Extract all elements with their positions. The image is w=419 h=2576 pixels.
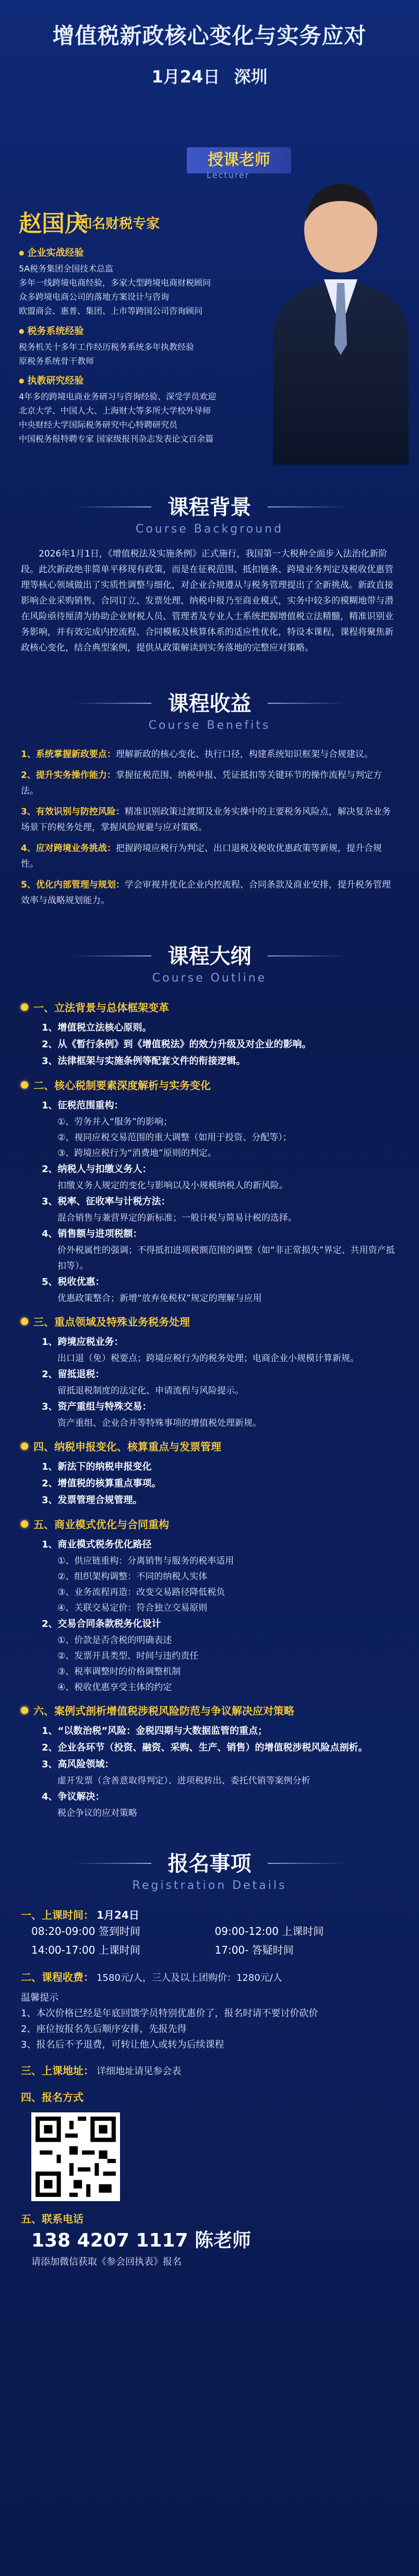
outline-sub-item: ③、税率调整时的价格调整机制 xyxy=(57,1667,181,1677)
outline-sub-item: ①、价款是否含税的明确表述 xyxy=(57,1635,172,1646)
reg-schedule-cell: 17:00- 答疑时间 xyxy=(214,1944,294,1956)
benefit-text: 精准识别政策过渡期及业务实操中的主要税务风险点，解决复杂业务场景下的税务处理，掌握风险规避与应对策略。 xyxy=(21,807,391,833)
outline-item: 3、发票管理合规管理。 xyxy=(42,1495,142,1506)
benefit-text: 理解新政的核心变化、执行口径，构建系统知识框架与合规建议。 xyxy=(115,749,373,760)
bio-line: 中国税务报特聘专家 国家级报刊杂志发表论文百余篇 xyxy=(19,434,214,444)
reg-method-label: 四、报名方式 xyxy=(21,2091,83,2104)
outline-title-en: Course Outline xyxy=(152,972,267,985)
outline-title: 课程大纲 xyxy=(167,944,252,968)
registration-title: 报名事项 xyxy=(167,1852,252,1876)
outline-part-title-text: 三、重点领域及特殊业务税务处理 xyxy=(33,1316,190,1328)
outline-sub-item: ③、业务流程再造：改变交易路径降低税负 xyxy=(57,1587,225,1598)
benefit-item xyxy=(21,877,398,908)
bullet-dot-icon xyxy=(21,1318,28,1325)
bio-heading: ● 企业实战经验 xyxy=(19,245,274,259)
background-title-en: Course Background xyxy=(135,523,284,536)
bio-line: 5A税务集团全国技术总监 xyxy=(19,264,114,274)
bullet-dot-icon xyxy=(21,1520,28,1528)
teacher-tag: 授课老师 xyxy=(187,147,291,173)
reg-time-date: 1月24日 xyxy=(97,1909,139,1921)
bio-section-2 xyxy=(19,324,274,369)
outline-item: 1、商业模式税务优化路径 xyxy=(42,1539,152,1550)
hero-date: 1月24日 xyxy=(151,67,220,87)
bio-line: 原税务系统骨干教师 xyxy=(19,356,94,366)
benefit-item xyxy=(21,841,398,872)
bio-section-3 xyxy=(19,373,274,446)
benefit-item xyxy=(21,747,398,762)
outline-part-title-text: 五、商业模式优化与合同重构 xyxy=(33,1518,169,1531)
reg-note: 2、座位按报名先后顺序安排，先报先得 xyxy=(21,2024,187,2035)
outline-item: 3、税率、征收率与计税方法： xyxy=(42,1196,171,1207)
reg-fee-text: 1580元/人，三人及以上团购价：1280元/人 xyxy=(97,1972,282,1983)
outline-sub-item: 税企争议的应对策略 xyxy=(57,1808,137,1818)
outline-sub-item: ②、组织架构调整：不同的纳税人实体 xyxy=(57,1571,208,1582)
outline-part xyxy=(21,1516,398,1695)
outline-sub-item: 资产重组、企业合并等特殊事项的增值税处理新规。 xyxy=(57,1418,261,1428)
outline-item: 1、新法下的纳税申报变化 xyxy=(42,1461,152,1472)
outline-part-body xyxy=(42,1020,398,1070)
bio-section-1 xyxy=(19,245,274,318)
outline-part-body xyxy=(42,1097,398,1306)
outline-sub-item: ①、劳务并入“服务”的影响； xyxy=(57,1117,172,1127)
bullet-dot-icon xyxy=(21,1707,28,1714)
benefit-text: 掌握征税范围、纳税申报、凭证抵扣等关键环节的操作流程与判定方法。 xyxy=(21,770,382,796)
outline-part-body xyxy=(42,1723,398,1821)
reg-fee-label: 二、课程收费： xyxy=(21,1971,94,1983)
reg-address-text: 详细地址请见参会表 xyxy=(97,2066,182,2077)
outline-sub-item: 虚开发票（含善意取得判定）、进项税转出、委托代销等案例分析 xyxy=(57,1776,310,1786)
outline-sub-item: ②、发票开具类型、时间与违约责任 xyxy=(57,1651,199,1661)
outline-part-title xyxy=(21,1703,398,1718)
outline-item: 1、“以数治税”风险：金税四期与大数据监管的重点； xyxy=(42,1726,268,1736)
bio-line: 多年一线跨境电商经验，多家大型跨境电商财税顾问 xyxy=(19,278,211,288)
bullet-dot-icon xyxy=(21,1081,28,1089)
reg-notes-label: 温馨提示 xyxy=(21,1992,58,2003)
registration-details xyxy=(21,1907,398,2268)
outline-item: 2、留抵退税： xyxy=(42,1369,105,1380)
outline-part-title xyxy=(21,1516,398,1531)
outline-sub-item: 混合销售与兼营界定的新标准；一般计税与简易计税的选择。 xyxy=(57,1213,297,1223)
benefit-item xyxy=(21,767,398,799)
outline-item: 3、高风险领域： xyxy=(42,1759,114,1770)
outline-item: 2、增值税的核算重点事项。 xyxy=(42,1478,161,1489)
outline-sub-item: 扣缴义务人规定的变化与影响以及小规模纳税人的新风险。 xyxy=(57,1180,288,1191)
reg-note: 3、报名后不予退费，可转让他人或转为后续课程 xyxy=(21,2039,224,2050)
reg-schedule-cell: 08:20-09:00 签到时间 xyxy=(31,1925,140,1937)
outline-part-body xyxy=(42,1537,398,1695)
hero-date-line xyxy=(0,64,419,88)
outline-item: 5、税收优惠： xyxy=(42,1277,105,1287)
bio-line: 北京大学、中国人大、上海财大等多所大学校外导师 xyxy=(19,406,211,416)
outline-part-title-text: 二、核心税制要素深度解析与实务变化 xyxy=(33,1079,211,1092)
benefits-list xyxy=(21,747,398,908)
reg-schedule-row xyxy=(31,1941,398,1959)
bullet-dot-icon xyxy=(21,1443,28,1450)
bio-line: 税务机关十多年工作经历税务系统多年执教经验 xyxy=(19,342,195,352)
reg-address-line xyxy=(21,2062,398,2079)
teacher-tag-en: Lecturer xyxy=(207,170,250,180)
benefits-heading xyxy=(0,687,419,732)
outline-part-title-text: 一、立法背景与总体框架变革 xyxy=(33,1001,169,1014)
outline-heading xyxy=(0,940,419,985)
teacher-photo xyxy=(262,172,419,465)
outline-item: 2、企业各环节（投资、融资、采购、生产、销售）的增值税涉税风险点剖析。 xyxy=(42,1742,368,1753)
outline-part-title xyxy=(21,999,398,1014)
outline-sub-item: ②、视同应税交易范围的重大调整（如用于投资、分配等）； xyxy=(57,1132,292,1143)
outline-item: 2、纳税人与扣缴义务人： xyxy=(42,1164,152,1175)
outline-sub-item: 优惠政策整合；新增“放弃免税权”规定的理解与应用 xyxy=(57,1293,262,1304)
reg-contact-label: 五、联系电话 xyxy=(21,2213,83,2225)
outline-part-title xyxy=(21,1314,398,1329)
outline-item: 3、法律框架与实施条例等配套文件的衔接逻辑。 xyxy=(42,1056,246,1067)
reg-fee-line xyxy=(21,1969,398,1986)
outline-part-body xyxy=(42,1459,398,1509)
hero-title: 增值税新政核心变化与实务应对 xyxy=(52,23,367,49)
contact-phone[interactable]: 138 4207 1117 陈老师 xyxy=(31,2230,252,2251)
outline-part-title-text: 六、案例式剖析增值税涉税风险防范与争议解决应对策略 xyxy=(33,1705,294,1717)
outline-sub-item: ④、关联交易定价：符合独立交易原则 xyxy=(57,1603,208,1613)
outline-sub-item: ④、税收优惠享受主体的约定 xyxy=(57,1682,172,1693)
teacher-title: 知名财税专家 xyxy=(78,216,160,232)
outline-item: 2、交易合同条款税务化设计 xyxy=(42,1618,161,1629)
bullet-dot-icon xyxy=(21,1003,28,1011)
outline-item: 1、增值税立法核心原则。 xyxy=(42,1022,152,1033)
background-text: 2026年1月1日，《增值税法及实施条例》正式施行，我国第一大税种全面步入法治化新阶段。此次新政绝非简单平移现有政策，而是在征税范围、抵扣链条、跨境业务判定及税收优惠管理等核心领域做出了实质性调整与细化，对企业合规遵从与税务管理提出了全新挑战。新政直接影响企业采购销售、合同订立、发票处理、纳税申报乃至商业模式，实务中较多的模糊地带与潜在风险亟待厘清为协助企业财税人员、管理者及专业人士系统把握增值税立法精髓，精准识别业务影响，并有效完成内控流程、合同模板及核算体系的适应性优化，特设本课程，课程将聚焦新政核心变化，结合典型案例，提供从政策解读到实务落地的完整应对策略。 xyxy=(21,549,393,653)
benefit-head: 3、有效识别与防控风险： xyxy=(21,807,125,817)
hero-section xyxy=(0,0,419,486)
outline-sub-item: ①、供应链重构：分离销售与服务的税率适用 xyxy=(57,1556,234,1566)
benefit-text: 把握跨境应税行为判定、出口退税及税收优惠政策等新规，提升合规性。 xyxy=(21,843,382,869)
outline-item: 1、征税范围重构： xyxy=(42,1100,124,1111)
registration-title-en: Registration Details xyxy=(132,1879,287,1892)
benefit-head: 5、优化内部管理与规划： xyxy=(21,880,125,890)
outline-part xyxy=(21,1438,398,1509)
outline-sub-item: 出口退（免）税要点；跨境应税行为的税务处理；电商企业小规模计算新规。 xyxy=(57,1353,359,1364)
bio-line: 4年多的跨境电商业务研习与咨询经验、深受学员欢迎 xyxy=(19,392,217,401)
reg-time-label: 一、上课时间： xyxy=(21,1909,94,1921)
bio-heading: ● 税务系统经验 xyxy=(19,324,274,337)
outline-part xyxy=(21,1314,398,1431)
outline-item: 3、资产重组与特殊交易： xyxy=(42,1401,152,1412)
outline-sub-item: 价外税属性的强调；不得抵扣进项税额范围的调整（如“非正常损失”界定、共用资产抵扣等）。 xyxy=(57,1245,395,1271)
bio-line: 众多跨境电商公司的落地方案设计与咨询 xyxy=(19,292,170,302)
background-heading xyxy=(0,491,419,536)
outline-sub-item: 留抵退税制度的法定化、申请流程与风险提示。 xyxy=(57,1386,244,1396)
hero-city: 深圳 xyxy=(234,67,268,87)
reg-schedule-cell: 09:00-12:00 上课时间 xyxy=(214,1925,324,1937)
outline-list xyxy=(21,999,398,1821)
benefit-head: 2、提升实务操作能力： xyxy=(21,770,116,781)
benefits-title: 课程收益 xyxy=(167,692,252,716)
outline-sub-item: ③、跨境应税行为“消费地”原则的判定。 xyxy=(57,1148,217,1159)
footer-note: 请添加微信获取《参会回执表》报名 xyxy=(31,2256,182,2267)
qr-code-icon[interactable] xyxy=(31,2112,120,2201)
outline-item: 1、跨境应税业务： xyxy=(42,1337,124,1348)
outline-part xyxy=(21,1077,398,1306)
outline-item: 4、销售额与进项税额： xyxy=(42,1228,142,1239)
reg-address-label: 三、上课地址： xyxy=(21,2064,94,2077)
bio-heading: ● 执教研究经验 xyxy=(19,373,274,387)
bio-line: 欧盟商会、惠普、集团、上市等跨国公司咨询顾问 xyxy=(19,306,203,316)
outline-item: 2、从《暂行条例》到《增值税法》的效力升级及对企业的影响。 xyxy=(42,1039,312,1050)
benefit-text: 学会审视并优化企业内控流程、合同条款及商业安排，提升税务管理效率与战略规划能力。 xyxy=(21,880,391,906)
outline-part xyxy=(21,1703,398,1821)
outline-part-title xyxy=(21,1077,398,1092)
bio-line: 中央财经大学国际税务研究中心特聘研究员 xyxy=(19,420,178,430)
outline-item: 4、争议解决： xyxy=(42,1791,105,1802)
benefit-head: 4、应对跨境业务挑战： xyxy=(21,843,116,854)
outline-part-title xyxy=(21,1438,398,1454)
teacher-name: 赵国庆 xyxy=(19,210,88,237)
outline-part-title-text: 四、纳税申报变化、核算重点与发票管理 xyxy=(33,1440,221,1453)
benefit-item xyxy=(21,804,398,835)
reg-schedule-row xyxy=(31,1922,398,1941)
background-title: 课程背景 xyxy=(167,495,252,519)
benefits-title-en: Course Benefits xyxy=(148,719,271,732)
registration-heading xyxy=(0,1847,419,1892)
reg-schedule-cell: 14:00-17:00 上课时间 xyxy=(31,1944,140,1956)
outline-part xyxy=(21,999,398,1070)
outline-part-body xyxy=(42,1334,398,1431)
benefit-head: 1、系统掌握新政要点： xyxy=(21,749,116,760)
reg-note: 1、本次价格已经是年底回馈学员特别优惠价了，报名时请不要讨价砍价 xyxy=(21,2008,318,2019)
reg-time-line xyxy=(21,1907,398,1922)
